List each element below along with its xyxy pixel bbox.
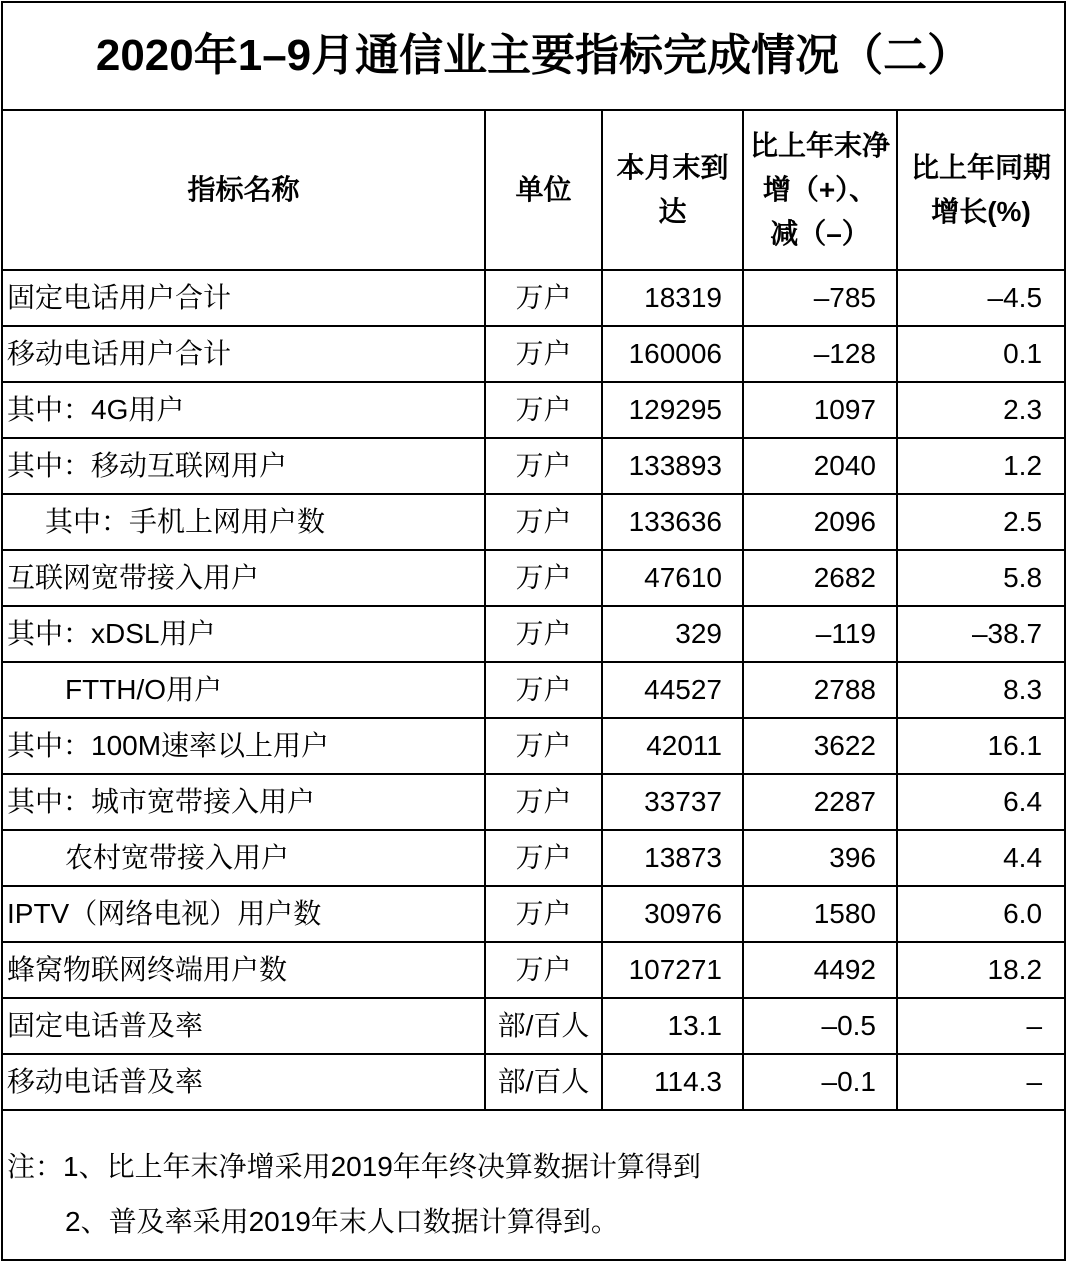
- unit: 万户: [485, 774, 602, 830]
- yoy-growth: –: [897, 1054, 1065, 1110]
- indicator-name: 其中：城市宽带接入用户: [2, 774, 485, 830]
- table-row: [2, 998, 1065, 1054]
- title-row: [2, 2, 1065, 110]
- net-change: 396: [743, 830, 897, 886]
- table-row: [2, 774, 1065, 830]
- table-row: [2, 942, 1065, 998]
- month-end-value: 30976: [602, 886, 743, 942]
- unit: 万户: [485, 382, 602, 438]
- yoy-growth: 5.8: [897, 550, 1065, 606]
- net-change: –119: [743, 606, 897, 662]
- yoy-growth: 4.4: [897, 830, 1065, 886]
- net-change: 2788: [743, 662, 897, 718]
- yoy-growth: 8.3: [897, 662, 1065, 718]
- yoy-growth: 0.1: [897, 326, 1065, 382]
- yoy-growth: –38.7: [897, 606, 1065, 662]
- net-change: 2287: [743, 774, 897, 830]
- net-change: 3622: [743, 718, 897, 774]
- indicator-name: 互联网宽带接入用户: [2, 550, 485, 606]
- unit: 万户: [485, 830, 602, 886]
- table-row: [2, 606, 1065, 662]
- month-end-value: 107271: [602, 942, 743, 998]
- yoy-growth: 2.5: [897, 494, 1065, 550]
- header-unit: 单位: [485, 110, 602, 270]
- unit: 万户: [485, 270, 602, 326]
- yoy-growth: –4.5: [897, 270, 1065, 326]
- header-row: [2, 110, 1065, 270]
- unit: 万户: [485, 326, 602, 382]
- indicator-name: 其中：4G用户: [2, 382, 485, 438]
- header-month-end-value: 本月末到 达: [602, 110, 743, 270]
- table-row: [2, 886, 1065, 942]
- unit: 万户: [485, 662, 602, 718]
- month-end-value: 329: [602, 606, 743, 662]
- table-row: [2, 494, 1065, 550]
- month-end-value: 133636: [602, 494, 743, 550]
- month-end-value: 129295: [602, 382, 743, 438]
- yoy-growth: 1.2: [897, 438, 1065, 494]
- month-end-value: 13.1: [602, 998, 743, 1054]
- table-row: [2, 438, 1065, 494]
- yoy-growth: 2.3: [897, 382, 1065, 438]
- note-2: 2、普及率采用2019年末人口数据计算得到。: [65, 1206, 619, 1237]
- net-change: –785: [743, 270, 897, 326]
- indicator-table: [1, 1, 1066, 1261]
- indicator-name: IPTV（网络电视）用户数: [2, 886, 485, 942]
- yoy-growth: 18.2: [897, 942, 1065, 998]
- month-end-value: 18319: [602, 270, 743, 326]
- indicator-name: 蜂窝物联网终端用户数: [2, 942, 485, 998]
- unit: 万户: [485, 718, 602, 774]
- net-change: 4492: [743, 942, 897, 998]
- unit: 万户: [485, 438, 602, 494]
- indicator-name: 其中：移动互联网用户: [2, 438, 485, 494]
- header-net-change: 比上年末净 增（+）、 减（–）: [743, 110, 897, 270]
- indicator-name: 移动电话用户合计: [2, 326, 485, 382]
- unit: 万户: [485, 550, 602, 606]
- net-change: –0.1: [743, 1054, 897, 1110]
- table-row: [2, 662, 1065, 718]
- indicator-name: 固定电话普及率: [2, 998, 485, 1054]
- yoy-growth: 6.4: [897, 774, 1065, 830]
- table-row: [2, 718, 1065, 774]
- notes-row: [2, 1110, 1065, 1260]
- indicator-name: 农村宽带接入用户: [2, 830, 485, 886]
- table-row: [2, 1054, 1065, 1110]
- unit: 万户: [485, 494, 602, 550]
- header-yoy-growth: 比上年同期 增长(%): [897, 110, 1065, 270]
- net-change: 2040: [743, 438, 897, 494]
- yoy-growth: 6.0: [897, 886, 1065, 942]
- indicator-name: 其中：手机上网用户数: [2, 494, 485, 550]
- month-end-value: 13873: [602, 830, 743, 886]
- net-change: –128: [743, 326, 897, 382]
- unit: 万户: [485, 942, 602, 998]
- net-change: 2096: [743, 494, 897, 550]
- month-end-value: 133893: [602, 438, 743, 494]
- indicator-name: 固定电话用户合计: [2, 270, 485, 326]
- yoy-growth: –: [897, 998, 1065, 1054]
- indicator-name: 移动电话普及率: [2, 1054, 485, 1110]
- unit: 部/百人: [485, 1054, 602, 1110]
- yoy-growth: 16.1: [897, 718, 1065, 774]
- header-indicator-name: 指标名称: [2, 110, 485, 270]
- month-end-value: 47610: [602, 550, 743, 606]
- table-title: 2020年1–9月通信业主要指标完成情况（二）: [2, 2, 1065, 110]
- net-change: 2682: [743, 550, 897, 606]
- indicator-name: 其中：100M速率以上用户: [2, 718, 485, 774]
- unit: 万户: [485, 606, 602, 662]
- month-end-value: 114.3: [602, 1054, 743, 1110]
- note-1: 注：1、比上年末净增采用2019年年终决算数据计算得到: [7, 1151, 701, 1182]
- table-row: [2, 830, 1065, 886]
- indicator-name: 其中：xDSL用户: [2, 606, 485, 662]
- table-row: [2, 326, 1065, 382]
- table-row: [2, 382, 1065, 438]
- net-change: –0.5: [743, 998, 897, 1054]
- unit: 部/百人: [485, 998, 602, 1054]
- month-end-value: 44527: [602, 662, 743, 718]
- net-change: 1097: [743, 382, 897, 438]
- month-end-value: 160006: [602, 326, 743, 382]
- unit: 万户: [485, 886, 602, 942]
- table-row: [2, 270, 1065, 326]
- month-end-value: 42011: [602, 718, 743, 774]
- net-change: 1580: [743, 886, 897, 942]
- indicator-name: FTTH/O用户: [2, 662, 485, 718]
- month-end-value: 33737: [602, 774, 743, 830]
- table-row: [2, 550, 1065, 606]
- notes-section: [2, 1110, 1065, 1260]
